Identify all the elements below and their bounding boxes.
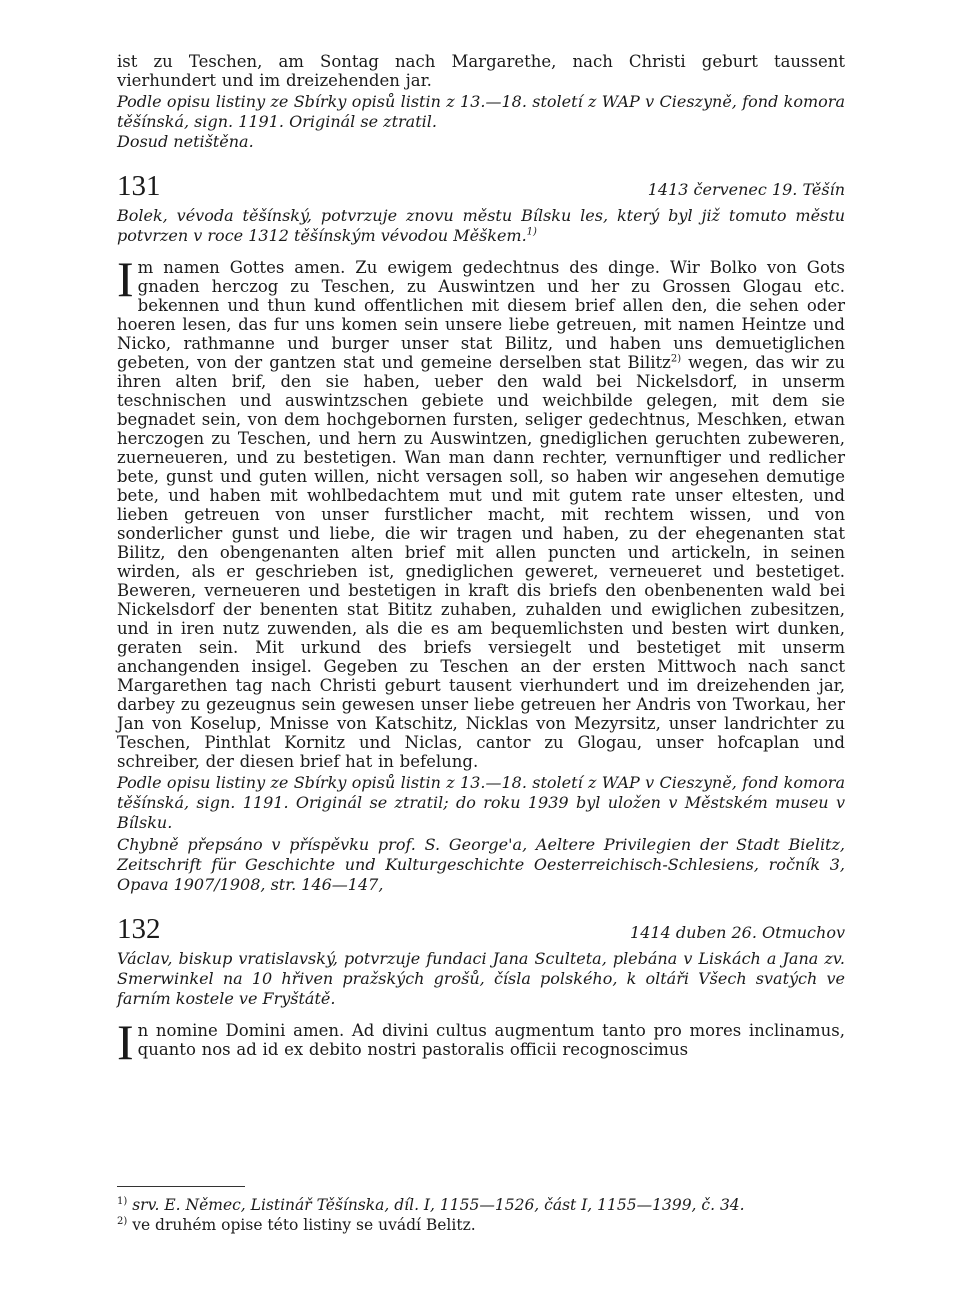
charter-131-date-place: 1413 červenec 19. Těšín: [647, 180, 845, 199]
charter-132-regest: Václav, biskup vratislavský, potvrzuje fundaci Jana Sculteta, plebána v Liskách a Jana zv. Smerwinkel na 10 hřiven pražských grošů, čísla polského, k oltáři Všech svatých ve farním kostele ve Fryštátě.: [117, 949, 845, 1008]
charter-131-regest-text: Bolek, vévoda těšínský, potvrzuje znovu městu Bílsku les, který byl již tomuto městu potvrzen v roce 1312 těšínským vévodou Měškem.: [117, 206, 845, 245]
charter-131-source: Podle opisu listiny ze Sbírky opisů listin z 13.—18. století z WAP v Cieszyně, fond komora těšínská, sign. 1191. Originál se ztratil; do roku 1939 byl uložen v Městském museu v Bílsku.: [117, 773, 845, 832]
footnote-1-mark: 1): [117, 1195, 128, 1207]
charter-130-note: Dosud netištěna.: [117, 132, 254, 151]
charter-131-text-part2: wegen, das wir zu ihren alten brif, den sie haben, ueber den wald bei Nickelsdorf, in unserm teschnischen und auswintzschen gebiete und weichbilde gelegen, mit dem sie begnadet sein, von dem hochgebornen fursten, seliger gedechtnus, Meschken, etwan herczogen zu Teschen, und hern zu Auswintzen, gnediglichen geruchten zubeweren, zuerneueren, und zu bestetigen. Wan man dann rechter, vernunftiger und redlicher bete, gunst und guten willen, nicht versagen soll, so haben wir angesehen demutige bete, und haben mit wohlbedachtem mut und mit gutem rate unser eltesten, und lieben getreuen von unser furstlicher macht, mit rechtem wissen, und von sonderlicher gunst und liebe, die wir tragen und haben, zu der ehegenanten stat Bilitz, den obengenanten alten brief mit allen puncten und artickeln, in seinen wirden, als er geschrieben ist, gnediglichen geweret, verneueret und bestetiget. Beweren, verneueren und bestetigen in kraft dis briefs den obenbenenten wald bei Nickelsdorf der benenten stat Bititz zuhaben, zuhalden und ewiglichen zubesitzen, und in iren nutz zuwenden, als die es am bequemlichsten und besten wirt dunken, geraten sein. Mit urkund des briefs versiegelt und bestetiget mit unserm anchangenden insigel. Gegeben zu Teschen an der ersten Mittwoch nach sanct Margarethen tag nach Christi geburt tausent vierhundert und im dreizehenden jar, darbey zu gezeugnus sein gewesen unser liebe getreuen her Andris von Tworkau, her Jan von Koselup, Mnisse von Katschitz, Nicklas von Mezyrsitz, unser landrichter zu Teschen, Pinthlat Kornitz und Niclas, cantor zu Glogau, unser hofcaplan und schreiber, der diesen brief hat in befelung.: [117, 353, 845, 771]
charter-132-text-body: n nomine Domini amen. Ad divini cultus augmentum tanto pro mores inclinamus, quanto nos ad id ex debito nostri pastoralis officii recognoscimus: [137, 1021, 845, 1059]
footnote-2: [117, 1215, 845, 1235]
charter-130-source: Podle opisu listiny ze Sbírky opisů listin z 13.—18. století z WAP v Cieszyně, fond komora těšínská, sign. 1191. Originál se ztratil.: [117, 92, 845, 131]
footnote-ref-1: 1): [526, 226, 537, 238]
charter-131-note: Chybně přepsáno v příspěvku prof. S. George'a, Aeltere Privilegien der Stadt Bielitz, Zeitschrift für Geschichte und Kulturgeschichte Oesterreichisch-Schlesiens, ročník 3, Opava 1907/1908, str. 146—147,: [117, 835, 845, 894]
footnote-divider: [117, 1186, 245, 1195]
charter-131-text: [117, 251, 845, 771]
charter-131-initial: I: [117, 251, 134, 307]
footnote-1-text: srv. E. Němec, Listinář Těšínska, díl. I, 1155—1526, část I, 1155—1399, č. 34.: [132, 1196, 745, 1214]
charter-131-header: [117, 170, 845, 202]
charter-131-regest: [117, 206, 845, 246]
charter-132-initial: I: [117, 1014, 134, 1070]
footnote-2-text: ve druhém opise této listiny se uvádí Belitz.: [132, 1216, 476, 1234]
charter-132-date-place: 1414 duben 26. Otmuchov: [630, 923, 845, 942]
charter-131-number: 131: [117, 170, 161, 202]
footnote-ref-2: 2): [670, 353, 682, 365]
document-page: [117, 52, 845, 1070]
charter-131-text-part1: m namen Gottes amen. Zu ewigem gedechtnus des dinge. Wir Bolko von Gots gnaden herczog zu Teschen, zu Auswintzen und her zu Grossen Glogau etc. bekennen und thun kund offentlichen mit diesem brief allen den, die sehen oder hoeren lesen, das fur uns komen sein unsere liebe getreuen, mit namen Heintze und Nicko, rathmanne und burger unser stat Bilitz, und haben uns demuetiglichen gebeten, von der gantzen stat und gemeine derselben stat Bilitz: [117, 258, 845, 372]
footnote-1: [117, 1195, 845, 1215]
footnote-2-mark: 2): [117, 1215, 128, 1227]
charter-132-header: [117, 913, 845, 945]
charter-132-text: [117, 1014, 845, 1070]
footnotes: [117, 1195, 845, 1235]
charter-130-ending: ist zu Teschen, am Sontag nach Margarethe, nach Christi geburt taussent vierhundert und im dreizehenden jar.: [117, 52, 845, 90]
charter-132-number: 132: [117, 913, 161, 945]
